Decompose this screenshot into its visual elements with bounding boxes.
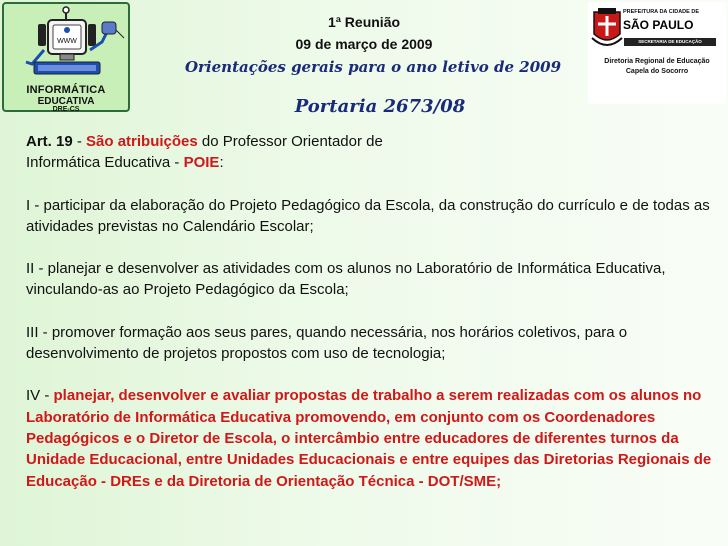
item-2: II - planejar e desenvolver as atividades com os alunos no Laboratório de Informática Educativa, vinculando-as ao Projeto Pedagógico da Escola;: [26, 260, 666, 299]
logo-dre: DRE-CS: [52, 106, 80, 113]
city-name: SÃO PAULO: [623, 18, 694, 32]
article-content: [26, 131, 716, 492]
poie-acronym: POIE: [183, 154, 220, 172]
article-number: Art. 19: [26, 133, 73, 150]
article-colon: :: [219, 154, 224, 172]
capela-label: Capela do Socorro: [625, 68, 689, 75]
item-4-prefix: IV -: [26, 387, 54, 405]
secretaria-label: SECRETARIA DE EDUCAÇÃO: [624, 38, 716, 46]
item-3: III - promover formação aos seus pares, quando necessária, nos horários coletivos, para o desenvolvimento de projetos propostos com uso de tecnologia;: [26, 323, 628, 363]
item-1: I - participar da elaboração do Projeto Pedagógico da Escola, da construção do currículo e de todas as atividades previstas no Calendário Escolar;: [26, 196, 710, 235]
meeting-title: 1ª Reunião: [327, 14, 401, 30]
article-text-1: do Professor Orientador de: [197, 133, 383, 150]
portaria-title: Portaria 2673/08: [294, 96, 466, 117]
www-text: WWW: [57, 38, 77, 45]
article-highlight: São atribuições: [86, 133, 198, 150]
diretoria-label: Diretoria Regional de Educação: [604, 58, 710, 65]
article-heading: [26, 131, 716, 174]
item-4: [26, 385, 716, 491]
item-4-text: planejar, desenvolver e avaliar propostas de trabalho a serem realizadas com os alunos no Laboratório de Informática Educativa promovendo, em conjunto com os Coordenadores Pedagógicos e o Diretor de Escola, o intercâmbio entre educadores de diferentes turnos da Unidade Educacional, entre Unidades Educacionais e entre equipes das Diretorias Regionais de Educação - DREs e da Diretoria de Orientação Técnica - DOT/SME;: [26, 387, 712, 490]
article-sep: -: [72, 133, 87, 150]
logo-title: INFORMÁTICA: [26, 84, 106, 96]
prefeitura-label: PREFEITURA DA CIDADE DE: [623, 9, 699, 15]
logo-subtitle: EDUCATIVA: [37, 96, 95, 107]
article-text-2: Informática Educativa -: [26, 154, 184, 172]
meeting-date: 09 de março de 2009: [295, 36, 433, 52]
page-subtitle: Orientações gerais para o ano letivo de 2009: [184, 58, 562, 76]
